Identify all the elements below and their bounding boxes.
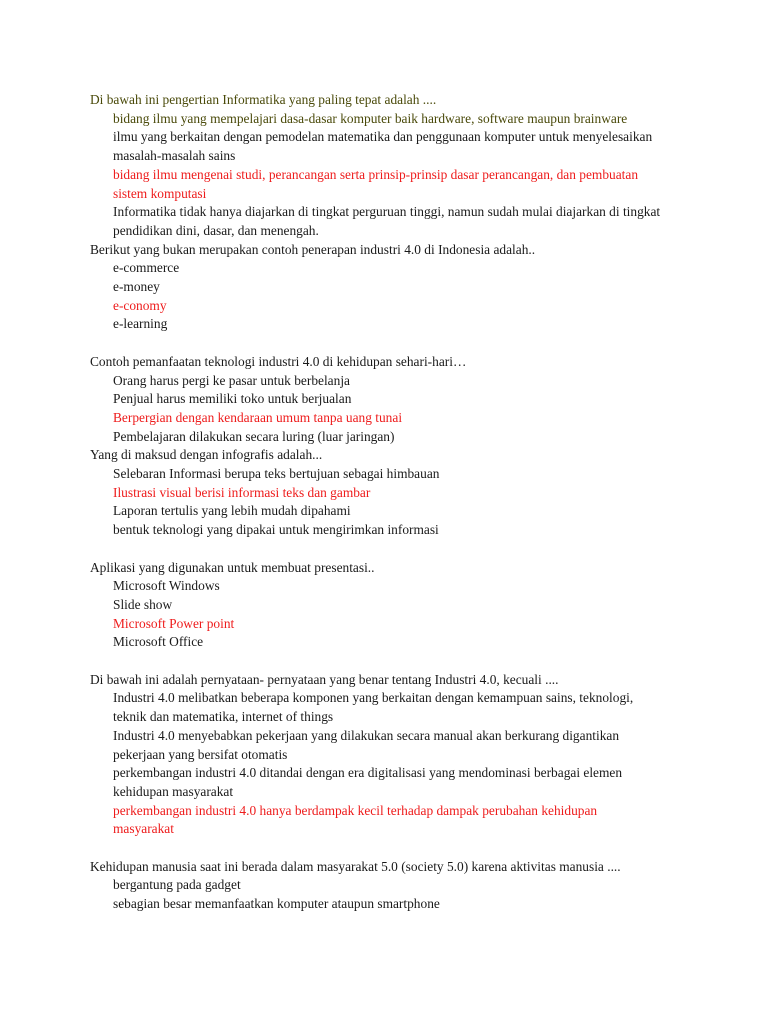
option-text-answer: Microsoft Power point — [113, 615, 235, 631]
option-text: Microsoft Office — [113, 634, 204, 650]
option-text-answer: perkembangan industri 4.0 hanya berdampak kecil terhadap dampak perubahan kehidupan — [113, 802, 598, 818]
quiz-document — [90, 91, 690, 914]
option-text: Pembelajaran dilakukan secara luring (luar jaringan) — [113, 428, 395, 444]
option-text-answer: Berpergian dengan kendaraan umum tanpa uang tunai — [113, 409, 403, 425]
question-text: Aplikasi yang digunakan untuk membuat presentasi.. — [90, 559, 375, 575]
option-text: ilmu yang berkaitan dengan pemodelan matematika dan penggunaan komputer untuk menyelesaikan — [113, 129, 653, 145]
option-text: Selebaran Informasi berupa teks bertujuan sebagai himbauan — [113, 466, 440, 482]
option-text: bergantung pada gadget — [113, 877, 241, 893]
blank-line — [90, 334, 690, 353]
blank-line — [90, 839, 690, 858]
option-text: teknik dan matematika, internet of things — [113, 709, 334, 725]
option-text: kehidupan masyarakat — [113, 783, 234, 799]
question-text: Contoh pemanfaatan teknologi industri 4.0 di kehidupan sehari-hari… — [90, 353, 467, 369]
option-text: Penjual harus memiliki toko untuk berjualan — [113, 391, 352, 407]
option-text: Microsoft Windows — [113, 578, 220, 594]
option-text: Orang harus pergi ke pasar untuk berbelanja — [113, 372, 350, 388]
option-text: Industri 4.0 melibatkan beberapa komponen yang berkaitan dengan kemampuan sains, teknologi, — [113, 690, 634, 706]
option-text: pekerjaan yang bersifat otomatis — [113, 746, 288, 762]
question-text: Yang di maksud dengan infografis adalah... — [90, 447, 323, 463]
question-block — [90, 671, 690, 839]
option-text-answer: masyarakat — [113, 821, 174, 837]
option-text: Industri 4.0 menyebabkan pekerjaan yang dilakukan secara manual akan berkurang digantikan — [113, 727, 620, 743]
question-text: Berikut yang bukan merupakan contoh penerapan industri 4.0 di Indonesia adalah.. — [90, 241, 536, 257]
option-text: Slide show — [113, 596, 173, 612]
blank-line — [90, 540, 690, 559]
option-text: e-commerce — [113, 260, 180, 276]
option-text: perkembangan industri 4.0 ditandai dengan era digitalisasi yang mendominasi berbagai elemen — [113, 765, 623, 781]
question-text: Di bawah ini pengertian Informatika yang paling tepat adalah .... — [90, 92, 437, 107]
option-text: Laporan tertulis yang lebih mudah dipahami — [113, 503, 351, 519]
option-text: e-money — [113, 279, 160, 295]
option-text: Informatika tidak hanya diajarkan di tingkat perguruan tinggi, namun sudah mulai diajarkan di tingkat — [113, 204, 661, 220]
option-text: e-learning — [113, 316, 168, 332]
option-text: sebagian besar memanfaatkan komputer ataupun smartphone — [113, 896, 440, 912]
question-block — [90, 446, 690, 540]
question-text: Di bawah ini adalah pernyataan- pernyataan yang benar tentang Industri 4.0, kecuali .... — [90, 671, 559, 687]
question-block — [90, 241, 690, 335]
option-text-answer: e-conomy — [113, 297, 167, 313]
option-text: pendidikan dini, dasar, dan menengah. — [113, 222, 319, 238]
option-text: masalah-masalah sains — [113, 148, 236, 164]
question-block — [90, 91, 690, 241]
question-block — [90, 858, 690, 914]
option-text-answer: bidang ilmu mengenai studi, perancangan serta prinsip-prinsip dasar perancangan, dan pembuatan — [113, 166, 639, 182]
option-text-answer: sistem komputasi — [113, 185, 207, 201]
question-text: Kehidupan manusia saat ini berada dalam masyarakat 5.0 (society 5.0) karena aktivitas manusia .... — [90, 858, 621, 874]
option-text-answer: Ilustrasi visual berisi informasi teks dan gambar — [113, 484, 371, 500]
question-block — [90, 353, 690, 447]
question-block — [90, 559, 690, 653]
option-text: bentuk teknologi yang dipakai untuk mengirimkan informasi — [113, 522, 439, 538]
blank-line — [90, 652, 690, 671]
option-text: bidang ilmu yang mempelajari dasa-dasar komputer baik hardware, software maupun brainware — [113, 110, 628, 126]
